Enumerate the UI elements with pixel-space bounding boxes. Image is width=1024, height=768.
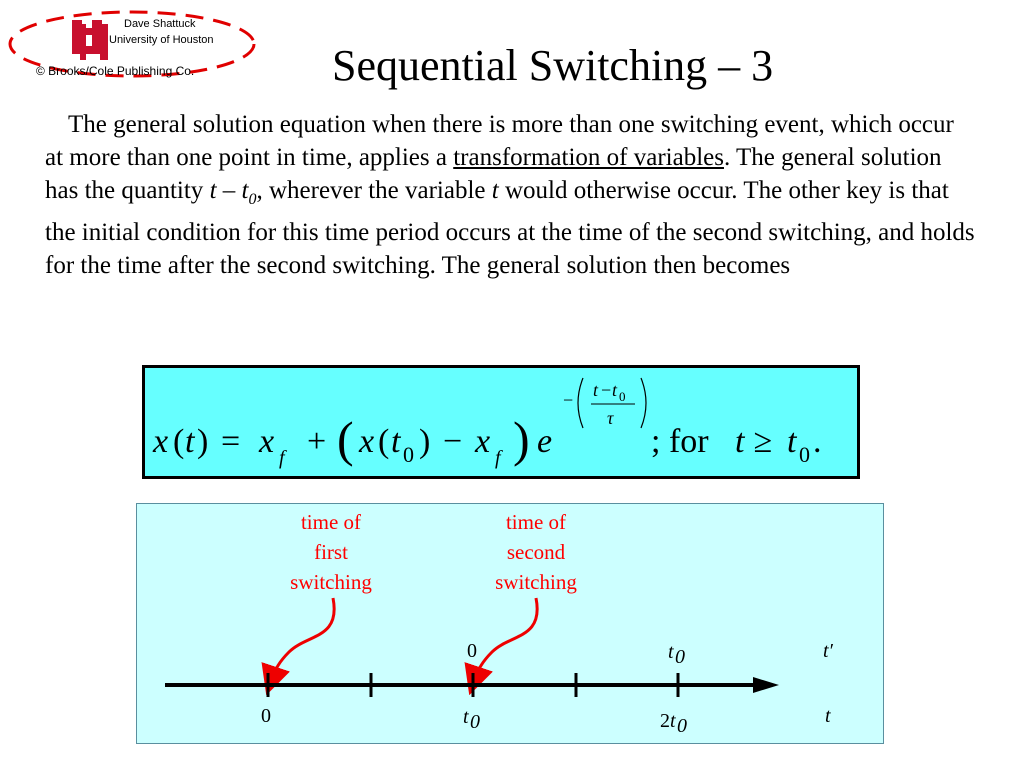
para-text-4: would otherwise occur. The other key is that the initial condition for this time period occurs at the time of the second switching, and holds for the time after the second switching. The general solution then becomes xyxy=(45,177,975,279)
para-minus: – xyxy=(216,177,242,204)
lower-label-t: t xyxy=(825,705,831,727)
eq-exp-num-minus: − xyxy=(601,380,612,400)
university-logo xyxy=(4,6,256,92)
eq-xf2: x xyxy=(475,423,491,460)
lower-label-2t0-coef: 2 xyxy=(660,710,670,732)
second-label-line3: switching xyxy=(495,570,577,594)
first-label-line1: time of xyxy=(300,510,362,534)
second-switching-label xyxy=(495,510,577,594)
eq-plus: + xyxy=(307,423,327,460)
eq-equals: = xyxy=(221,423,241,460)
eq-minus: − xyxy=(443,423,463,460)
upper-label-zero: 0 xyxy=(467,640,477,662)
upper-label-t0: t xyxy=(668,641,674,663)
eq-exp-num-t: t xyxy=(593,380,599,400)
time-axis-arrowhead xyxy=(753,677,779,693)
general-solution-equation xyxy=(145,368,857,476)
para-text-2: . The general solution has the quantity xyxy=(45,144,942,204)
eq-lhs-paren-open: ( xyxy=(173,423,185,460)
time-axis-diagram xyxy=(136,503,884,744)
publisher-credit: © Brooks/Cole Publishing Co. xyxy=(36,64,195,78)
eq-xf2-sub: f xyxy=(495,447,501,469)
eq-lhs-paren-close: ) xyxy=(197,423,209,460)
second-switching-arrow xyxy=(474,598,537,681)
eq-suffix-geq: ≥ xyxy=(745,423,781,460)
para-var-t0-sub: 0 xyxy=(248,191,257,208)
eq-x-t0: x xyxy=(359,423,375,460)
body-paragraph xyxy=(45,108,975,282)
eq-exp-paren-open xyxy=(578,378,583,428)
second-label-line1: time of xyxy=(505,510,567,534)
eq-t0-t: t xyxy=(391,423,401,460)
eq-big-paren-close: ) xyxy=(513,411,530,467)
eq-e: e xyxy=(537,423,553,460)
eq-big-paren-open: ( xyxy=(337,411,354,467)
university-name: University of Houston xyxy=(109,34,214,46)
uh-monogram-icon xyxy=(72,20,108,60)
eq-lhs-t: t xyxy=(185,423,195,460)
second-label-line2: second xyxy=(506,540,566,564)
eq-xf1-sub: f xyxy=(279,447,285,469)
lower-label-2t0-sub: 0 xyxy=(677,715,687,737)
first-label-line2: first xyxy=(314,540,348,564)
eq-exp-minus: − xyxy=(563,390,574,410)
first-switching-arrow xyxy=(271,598,334,681)
equation-box xyxy=(142,365,860,479)
eq-suffix-t0: t xyxy=(787,423,797,460)
upper-label-t0-sub: 0 xyxy=(675,646,685,668)
para-var-t: t xyxy=(209,177,217,204)
first-switching-label xyxy=(290,510,372,594)
eq-suffix-for: ; for xyxy=(651,423,718,460)
eq-exp-num-sub: 0 xyxy=(619,389,626,404)
eq-exp-paren-close xyxy=(641,378,646,428)
para-text-1: The general solution equation when there is more than one switching event, which occur at more than one point in time, applies a xyxy=(45,111,954,171)
first-label-line3: switching xyxy=(290,570,372,594)
lower-label-zero: 0 xyxy=(261,705,271,727)
eq-t0-paren-open: ( xyxy=(378,423,390,460)
eq-lhs-x: x xyxy=(153,423,169,460)
author-name: Dave Shattuck xyxy=(124,18,196,30)
lower-label-2t0-t: t xyxy=(670,710,676,732)
eq-suffix-t: t xyxy=(735,423,745,460)
para-underlined-term: transformation of variables xyxy=(453,144,724,171)
upper-label-tprime: t′ xyxy=(823,640,833,662)
para-var-t-2: t xyxy=(491,177,499,204)
lower-label-t0: t xyxy=(463,706,469,728)
lower-label-t0-sub: 0 xyxy=(470,711,480,733)
eq-t0-paren-close: ) xyxy=(419,423,431,460)
eq-xf1: x xyxy=(259,423,275,460)
para-var-t0: t xyxy=(241,177,249,204)
eq-suffix-sub: 0 xyxy=(799,442,810,467)
time-axis-svg xyxy=(137,504,883,743)
eq-t0-sub: 0 xyxy=(403,442,414,467)
eq-suffix-period: . xyxy=(813,423,822,460)
slide-title: Sequential Switching – 3 xyxy=(332,41,774,90)
eq-exp-num-t0: t xyxy=(612,380,618,400)
para-text-3: , wherever the variable xyxy=(256,177,492,204)
eq-exp-den: τ xyxy=(607,408,614,428)
